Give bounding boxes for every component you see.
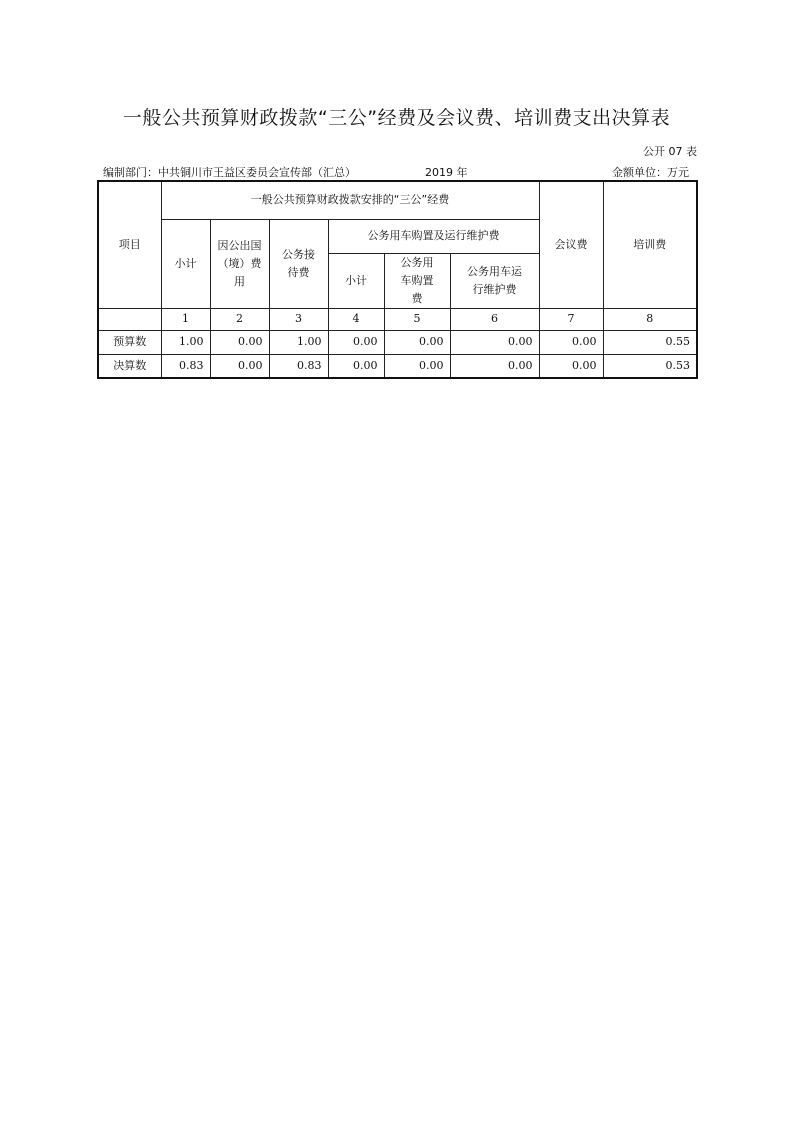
index-cell: 8 [603, 308, 697, 330]
table-row [98, 354, 697, 378]
header-abroad: 因公出国（境）费用 [210, 219, 269, 308]
row-label-actual: 决算数 [98, 354, 161, 378]
header-vehicle-operation: 公务用车运行维护费 [450, 253, 539, 308]
table-cell: 0.00 [539, 354, 603, 378]
report-title: 一般公共预算财政拨款“三公”经费及会议费、培训费支出决算表 [122, 107, 671, 129]
table-cell: 0.83 [269, 354, 328, 378]
header-subtotal: 小计 [161, 219, 210, 308]
table-cell: 0.00 [328, 330, 384, 354]
table-cell: 0.00 [210, 330, 269, 354]
compiling-unit: 编制部门：中共铜川市王益区委员会宣传部（汇总） [103, 166, 356, 179]
header-meeting: 会议费 [539, 181, 603, 308]
report-year: 2019 年 [425, 166, 468, 179]
header-item: 项目 [98, 181, 161, 308]
table-cell: 0.00 [210, 354, 269, 378]
header-vehicle-subtotal: 小计 [328, 253, 384, 308]
index-cell-blank [98, 308, 161, 330]
table-cell: 0.00 [539, 330, 603, 354]
table-cell: 0.00 [384, 330, 450, 354]
table-cell: 0.55 [603, 330, 697, 354]
index-row [98, 308, 697, 330]
index-cell: 2 [210, 308, 269, 330]
table-cell: 0.83 [161, 354, 210, 378]
index-cell: 1 [161, 308, 210, 330]
index-cell: 6 [450, 308, 539, 330]
header-three-public-group: 一般公共预算财政拨款安排的“三公”经费 [161, 181, 539, 219]
header-training: 培训费 [603, 181, 697, 308]
index-cell: 7 [539, 308, 603, 330]
form-code: 公开 07 表 [643, 145, 697, 158]
table-cell: 0.00 [450, 330, 539, 354]
index-cell: 4 [328, 308, 384, 330]
table-cell: 0.00 [328, 354, 384, 378]
header-reception: 公务接待费 [269, 219, 328, 308]
table-cell: 1.00 [269, 330, 328, 354]
header-vehicle-purchase: 公务用车购置费 [384, 253, 450, 308]
row-label-budget: 预算数 [98, 330, 161, 354]
table-cell: 0.00 [384, 354, 450, 378]
table-cell: 0.53 [603, 354, 697, 378]
table-row [98, 330, 697, 354]
header-vehicle-group: 公务用车购置及运行维护费 [328, 219, 539, 253]
table-cell: 0.00 [450, 354, 539, 378]
report-meta [103, 164, 689, 178]
index-cell: 5 [384, 308, 450, 330]
table-cell: 1.00 [161, 330, 210, 354]
index-cell: 3 [269, 308, 328, 330]
money-unit: 金额单位：万元 [612, 166, 689, 179]
expenditure-table [97, 180, 698, 379]
